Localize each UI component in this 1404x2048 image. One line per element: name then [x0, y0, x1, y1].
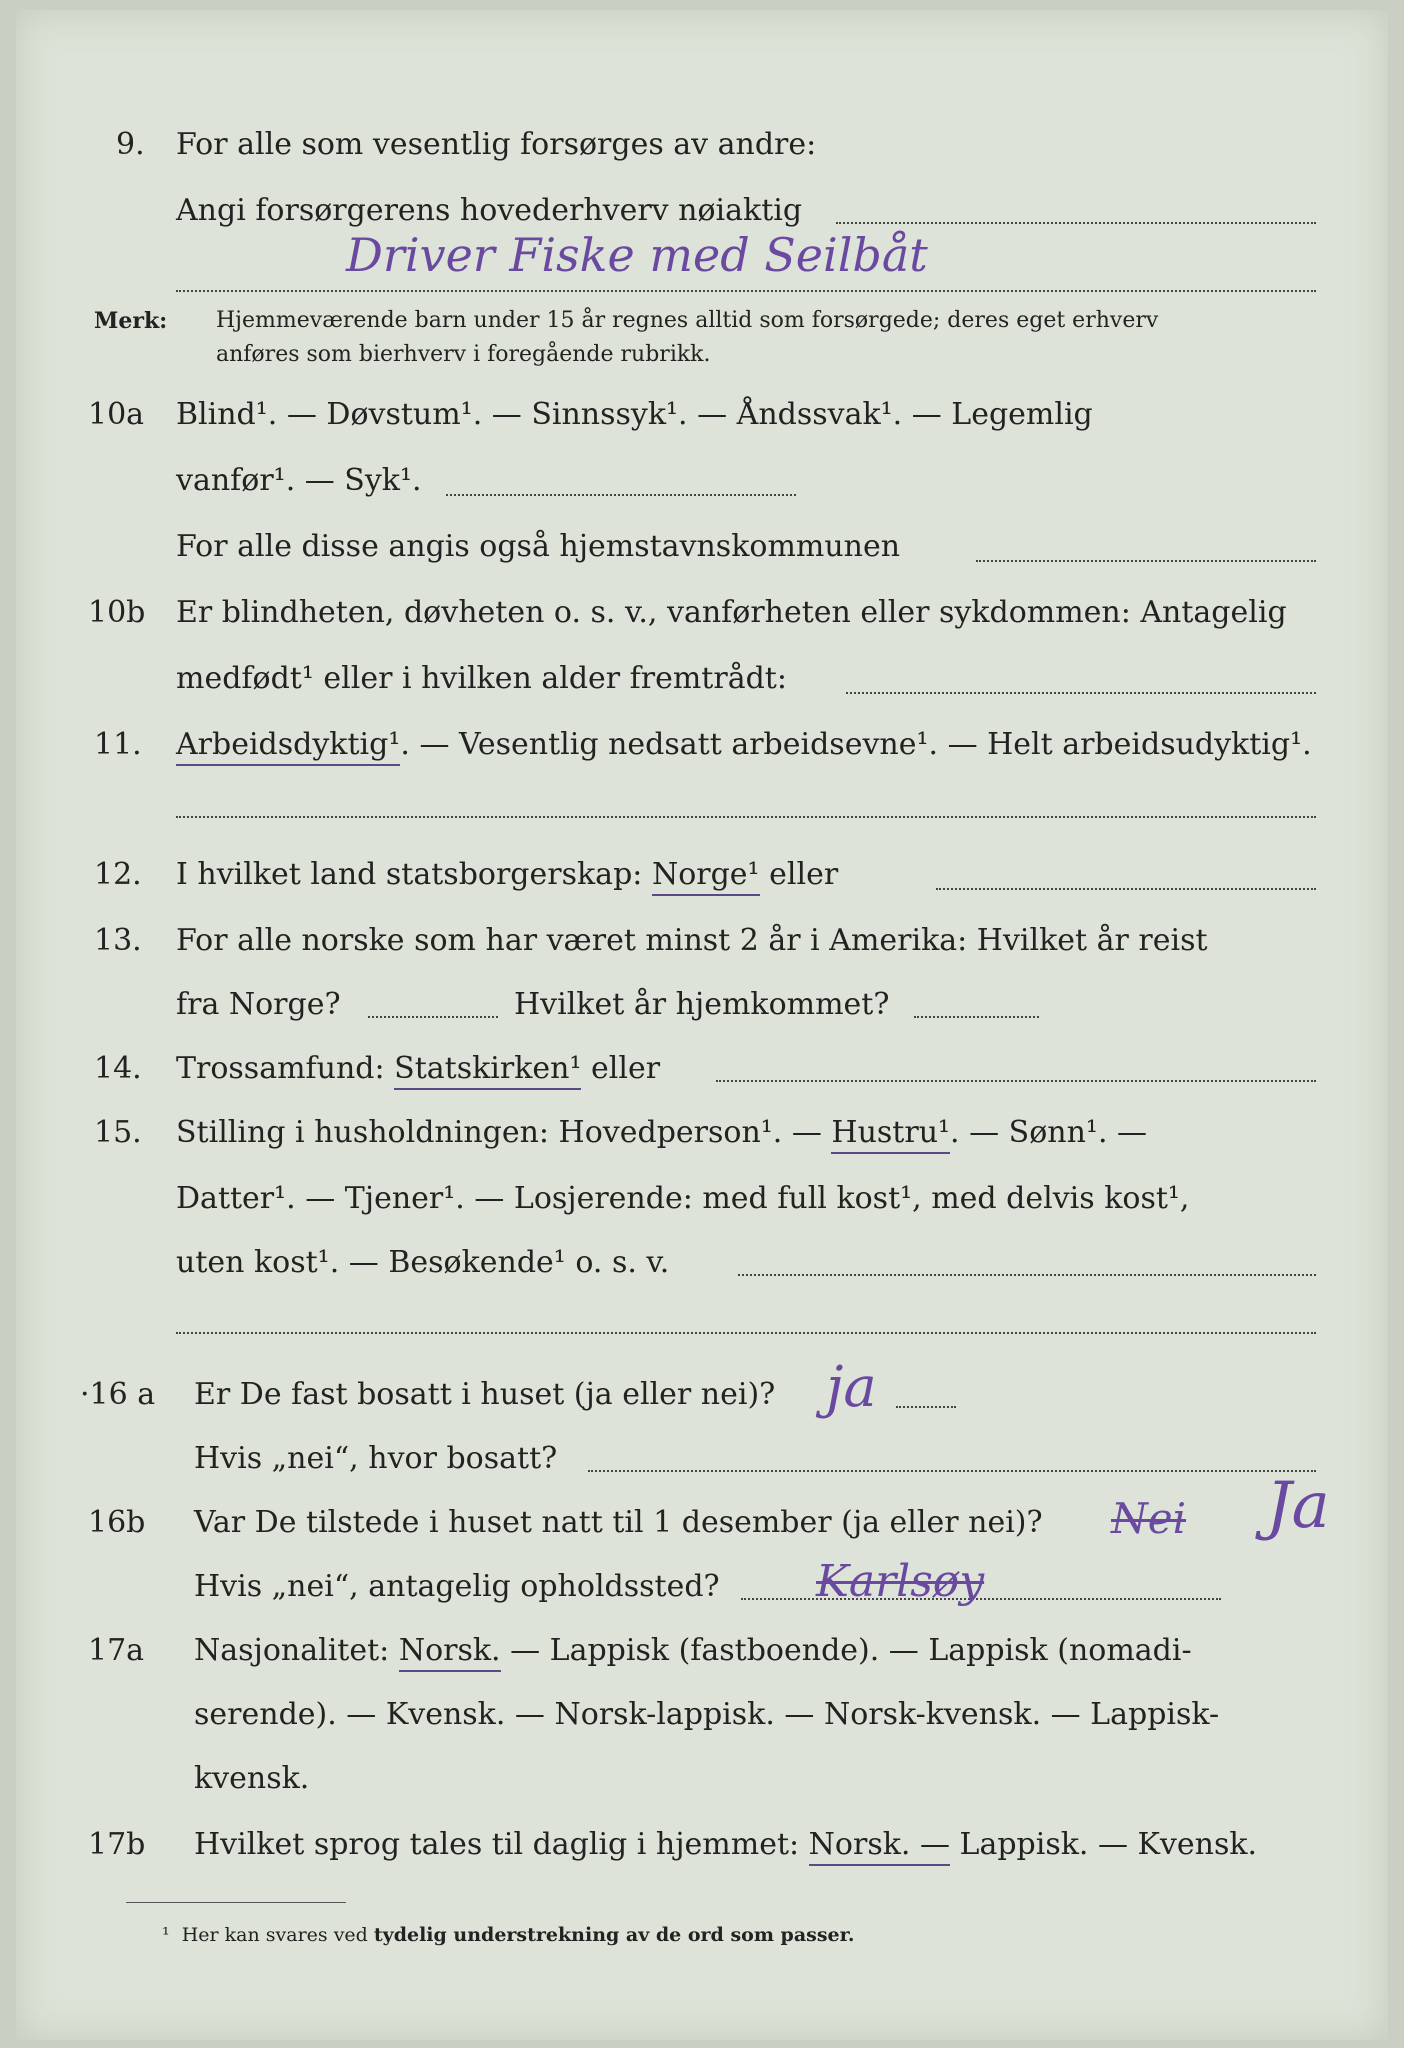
q15-line1	[176, 1115, 1148, 1150]
q16b-struck-answer: Nei	[1111, 1494, 1187, 1543]
q10a-line2: vanfør¹. — Syk¹.	[176, 463, 422, 498]
q13-line1: For alle norske som har været minst 2 år i Amerika: Hvilket år reist	[176, 923, 1208, 958]
footnote-text: Her kan svares ved	[181, 1924, 368, 1946]
q12-post: eller	[769, 857, 839, 892]
q16b-number: 16b	[88, 1505, 146, 1540]
q17a-line3: kvensk.	[194, 1761, 310, 1796]
q10a-line1: Blind¹. — Døvstum¹. — Sinnssyk¹. — Åndssvak¹. — Legemlig	[176, 397, 1093, 432]
q15-line1b: . — Sønn¹. —	[950, 1115, 1148, 1150]
q10a-dotted-line-2	[976, 560, 1316, 562]
q12-pre: I hvilket land statsborgerskap:	[176, 857, 643, 892]
q10b-dotted-line	[846, 692, 1316, 694]
q10b-line1: Er blindheten, døvheten o. s. v., vanførheten eller sykdommen: Antagelig	[176, 595, 1287, 630]
q14-line	[176, 1051, 661, 1086]
q12-selected-option: Norge¹	[652, 857, 760, 896]
q10a-line3: For alle disse angis også hjemstavnskommunen	[176, 529, 901, 564]
q17b-pre: Hvilket sprog tales til daglig i hjemmet:	[194, 1827, 800, 1862]
q16b-line2: Hvis „nei“, antagelig opholdssted?	[194, 1569, 720, 1604]
q14-post: eller	[591, 1051, 661, 1086]
q16a-line2: Hvis „nei“, hvor bosatt?	[194, 1441, 558, 1476]
q16b-struck-answer-2: Karlsøy	[816, 1556, 985, 1607]
merk-line2: anføres som bierhverv i foregående rubrikk.	[216, 342, 711, 367]
q15-line3: uten kost¹. — Besøkende¹ o. s. v.	[176, 1245, 670, 1280]
q12-line	[176, 857, 839, 892]
q9-answer-line	[176, 290, 1316, 292]
q17b-selected-option: Norsk. —	[809, 1827, 950, 1866]
q11-rest: . — Vesentlig nedsatt arbeidsevne¹. — Helt arbeidsudyktig¹.	[400, 727, 1312, 762]
q14-dotted-line	[716, 1080, 1316, 1082]
footnote	[162, 1924, 855, 1946]
form-body	[16, 10, 1388, 2040]
q9-number: 9.	[116, 127, 145, 162]
q17b-post: Lappisk. — Kvensk.	[959, 1827, 1258, 1862]
q15-line1a: Stilling i husholdningen: Hovedperson¹. —	[176, 1115, 822, 1150]
q13-line2b: Hvilket år hjemkommet?	[514, 987, 890, 1022]
q9-dotted-line	[836, 222, 1316, 224]
merk-label: Merk:	[94, 308, 168, 334]
q17b-line	[194, 1827, 1258, 1862]
q17a-post: — Lappisk (fastboende). — Lappisk (nomadi-	[510, 1633, 1192, 1668]
q10a-number: 10a	[88, 397, 145, 432]
q13-number: 13.	[94, 923, 142, 958]
q14-number: 14.	[94, 1051, 142, 1086]
q13-line2a: fra Norge?	[176, 987, 341, 1022]
q15-line2: Datter¹. — Tjener¹. — Losjerende: med full kost¹, med delvis kost¹,	[176, 1181, 1190, 1216]
q16a-dotted-line	[896, 1406, 956, 1408]
q11-number: 11.	[94, 727, 142, 762]
footnote-rule	[126, 1902, 346, 1903]
q17a-line1	[194, 1633, 1192, 1668]
q15-number: 15.	[94, 1115, 142, 1150]
q16b-line1: Var De tilstede i huset natt til 1 desember (ja eller nei)?	[194, 1505, 1043, 1540]
footnote-mark: ¹	[162, 1924, 170, 1946]
q12-number: 12.	[94, 857, 142, 892]
q9-line1: For alle som vesentlig forsørges av andre:	[176, 127, 817, 162]
q13-dotted-line-2	[914, 1016, 1039, 1018]
q17b-number: 17b	[88, 1827, 146, 1862]
q16a-line1: Er De fast bosatt i huset (ja eller nei)?	[194, 1377, 776, 1412]
q17a-number: 17a	[88, 1633, 145, 1668]
q17a-selected-option: Norsk.	[399, 1633, 501, 1672]
q16a-number: ·16 a	[80, 1377, 156, 1412]
q16a-dotted-line-2	[588, 1470, 1316, 1472]
q16b-handwritten-answer: Ja	[1266, 1469, 1330, 1543]
census-form-sheet	[16, 10, 1388, 2040]
q11-dotted-line	[176, 816, 1316, 818]
q15-dotted-line-2	[176, 1332, 1316, 1334]
footnote-bold: tydelig understrekning av de ord som passer.	[373, 1924, 855, 1946]
q14-pre: Trossamfund:	[176, 1051, 385, 1086]
q9-handwritten-answer: Driver Fiske med Seilbåt	[346, 228, 928, 282]
q15-selected-option: Hustru¹	[831, 1115, 950, 1154]
q10b-number: 10b	[88, 595, 146, 630]
q11-line	[176, 727, 1312, 762]
q15-dotted-line	[738, 1274, 1316, 1276]
q17a-pre: Nasjonalitet:	[194, 1633, 390, 1668]
q16a-handwritten-answer: ja	[826, 1355, 877, 1420]
q17a-line2: serende). — Kvensk. — Norsk-lappisk. — Norsk-kvensk. — Lappisk-	[194, 1697, 1220, 1732]
q12-dotted-line	[936, 888, 1316, 890]
q9-line2: Angi forsørgerens hovederhverv nøiaktig	[176, 193, 803, 228]
q10a-dotted-line	[446, 494, 796, 496]
merk-line1: Hjemmeværende barn under 15 år regnes alltid som forsørgede; deres eget erhverv	[216, 308, 1159, 333]
q11-selected-option: Arbeidsdyktig¹	[176, 727, 400, 766]
q13-dotted-line-1	[368, 1016, 498, 1018]
q14-selected-option: Statskirken¹	[394, 1051, 581, 1090]
q10b-line2: medfødt¹ eller i hvilken alder fremtrådt:	[176, 661, 787, 696]
